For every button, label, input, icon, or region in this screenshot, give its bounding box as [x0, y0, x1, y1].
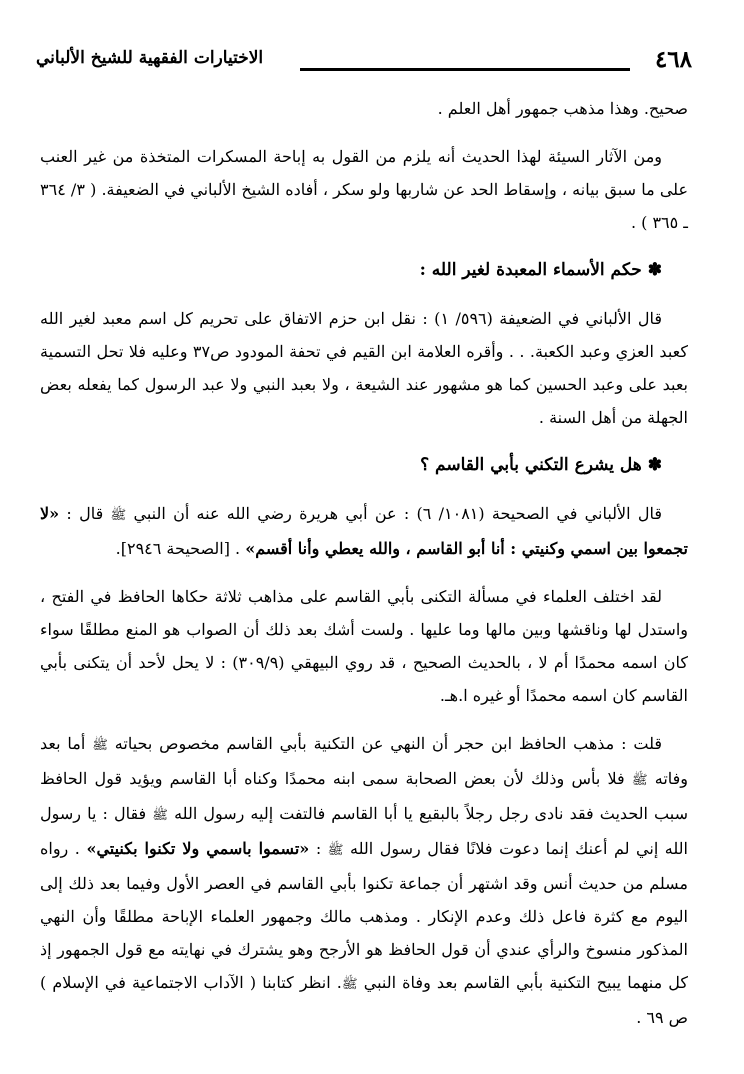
- text-run: قال الألباني في الصحيحة (١٠٨١/ ٦) : عن أبي هريرة رضي الله عنه أن النبي: [133, 504, 663, 523]
- paragraph: لقد اختلف العلماء في مسألة التكنى بأبي القاسم على مذاهب ثلاثة حكاها الحافظ في الفتح ، واستدل لها وناقشها وبين مالها وما عليها . ولست أشك بعد ذلك أن الصواب هو المنع مطلقًا سواء كان اسمه محمدًا أم لا ، بالحديث الصحيح ، قد روي البيهقي (٣٠٩/٩) : لا يحل لأحد أن يتكنى بأبي القاسم كان اسمه محمدًا أو غيره ا.هـ.: [40, 587, 688, 705]
- running-title: الاختيارات الفقهية للشيخ الألباني: [36, 48, 264, 68]
- paragraph: [40, 727, 688, 1034]
- salawat-symbol: ﷺ: [341, 977, 358, 992]
- text-run: أما بعد وفاته: [40, 734, 689, 788]
- page-number: ٤٦٨: [654, 46, 692, 73]
- salawat-symbol: ﷺ: [152, 808, 168, 823]
- salawat-symbol: ﷺ: [92, 738, 108, 753]
- section-heading-text: هل يشرع التكني بأبي القاسم ؟: [420, 455, 642, 475]
- text-run: فلا بأس وذلك لأن بعض الصحابة سمى ابنه محمدًا وكناه أبا القاسم ويؤيد قول الحافظ سبب الحديث فقد نادى رجل رجلاً بالبقيع يا أبا القاسم فالتفت إليه رسول الله: [40, 769, 688, 823]
- text-run: قلت : مذهب الحافظ ابن حجر أن النهي عن التكنية بأبي القاسم مخصوص بحياته: [114, 734, 663, 753]
- text-run: . رواه مسلم من حديث أنس وقد اشتهر أن جماعة تكنوا بأبي القاسم في العصر الأول وفيما بعد ذلك إلى اليوم مع كثرة فاعل ذلك وعدم الإنكار . ومذهب مالك وجمهور العلماء الإباحة مطلقًا وأن النهي المذكور منسوخ والرأي عندي أن قول الحافظ هو الأرجح وهو يشترك في نهايته مع قول الجمهور إذ كل منهما يبيح التكنية بأبي القاسم بعد وفاة النبي: [40, 839, 689, 992]
- section-heading: [40, 449, 688, 482]
- asterisk-icon: ✽: [647, 260, 662, 280]
- text-run: . انظر كتابنا ( الآداب الاجتماعية في الإسلام ) ص ٦٩ .: [40, 973, 688, 1027]
- page-body: [40, 92, 688, 1049]
- salawat-symbol: ﷺ: [327, 843, 344, 858]
- paragraph: ومن الآثار السيئة لهذا الحديث أنه يلزم من القول به إباحة المسكرات المتخذة من غير العنب على ما سبق بيانه ، وإسقاط الحد عن شاربها ولو سكر ، أفاده الشيخ الألباني في الضعيفة. ( ٣/ ٣٦٤ ـ ٣٦٥ ) .: [40, 147, 688, 232]
- header-rule: [300, 68, 630, 71]
- hadith-quote: «لا تجمعوا بين اسمي وكنيتي : أنا أبو القاسم ، والله يعطي وأنا أقسم»: [40, 504, 688, 558]
- text-run: فقال : يا رسول الله إني لم أعنك إنما دعوت فلانًا فقال رسول الله: [40, 804, 688, 858]
- salawat-symbol: ﷺ: [110, 508, 127, 523]
- paragraph: [40, 497, 688, 565]
- section-heading: [40, 254, 688, 287]
- asterisk-icon: ✽: [647, 455, 662, 475]
- paragraph: صحيح. وهذا مذهب جمهور أهل العلم .: [437, 99, 688, 118]
- section-heading-text: حكم الأسماء المعبدة لغير الله :: [419, 260, 642, 280]
- paragraph: قال الألباني في الضعيفة (٥٩٦/ ١) : نقل ابن حزم الاتفاق على تحريم كل اسم معبد لغير الله كعبد العزي وعبد الكعبة. . . وأقره العلامة ابن القيم في تحفة المودود ص٣٧ وعليه فلا تحل التسمية بعبد على وعبد الحسين كما هو مشهور عند الشيعة ، ولا بعبد النبي ولا عبد الرسول كما يفعله بعض الجهلة من أهل السنة .: [40, 309, 688, 427]
- text-run: . [الصحيحة ٢٩٤٦].: [115, 539, 241, 558]
- page-header: [36, 42, 692, 82]
- text-run: قال :: [66, 504, 104, 523]
- salawat-symbol: ﷺ: [631, 773, 648, 788]
- hadith-quote: «تسموا باسمي ولا تكنوا بكنيتي»: [86, 839, 310, 858]
- text-run: :: [315, 839, 322, 858]
